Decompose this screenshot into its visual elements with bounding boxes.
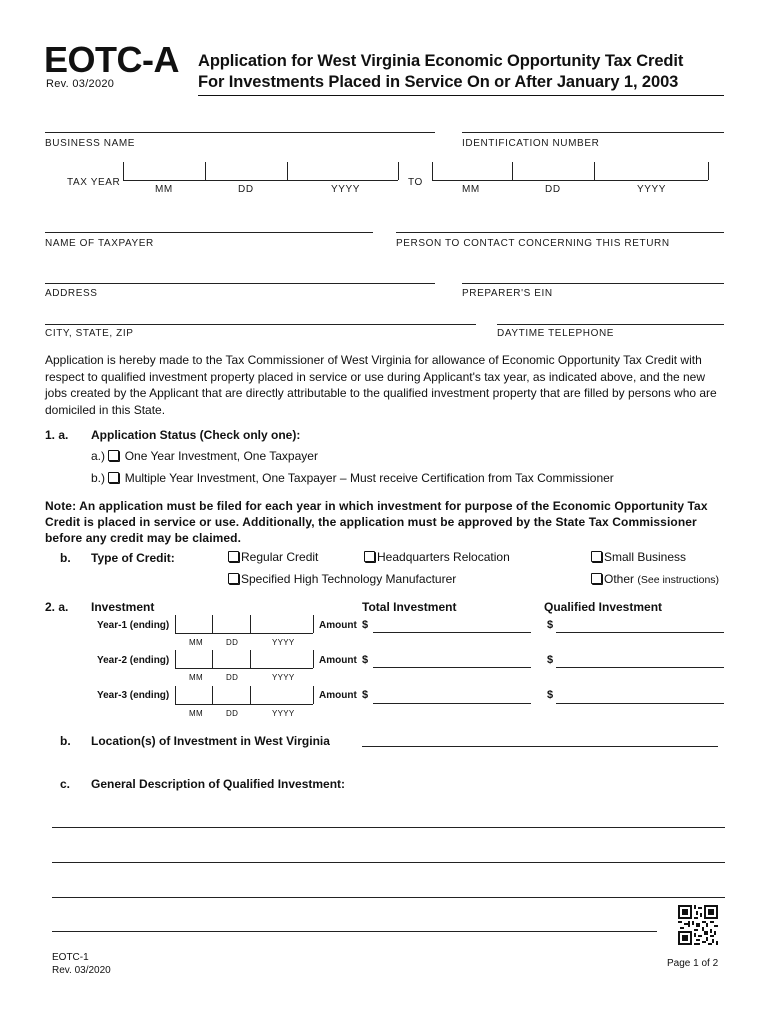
tax-year-end-mm: MM — [462, 184, 480, 195]
total-dollar-sign: $ — [362, 619, 369, 631]
tax-year-end-line[interactable] — [432, 180, 708, 181]
investment-heading: Investment — [91, 600, 155, 614]
total-amount-line[interactable] — [373, 703, 531, 704]
page-number: Page 1 of 2 — [667, 958, 719, 969]
taxpayer-name-label: NAME OF TAXPAYER — [45, 238, 154, 249]
address-line[interactable] — [45, 283, 435, 284]
qualified-dollar-sign: $ — [547, 689, 554, 701]
section2-number: 2. a. — [45, 600, 69, 614]
amount-label: Amount — [319, 620, 357, 631]
year-date-line[interactable] — [175, 633, 313, 634]
daytime-telephone-label: DAYTIME TELEPHONE — [497, 328, 615, 339]
description-line[interactable] — [52, 862, 725, 863]
section2b-label: b. — [60, 734, 71, 748]
tax-year-label: TAX YEAR — [67, 177, 121, 188]
locations-label: Location(s) of Investment in West Virginia — [91, 734, 330, 748]
option-a-prefix: a.) — [91, 449, 106, 463]
year-date-line[interactable] — [175, 668, 313, 669]
contact-person-label: PERSON TO CONTACT CONCERNING THIS RETURN — [396, 238, 670, 249]
year-date-line[interactable] — [175, 704, 313, 705]
year-label: Year-1 (ending) — [97, 620, 170, 631]
city-state-zip-label: CITY, STATE, ZIP — [45, 328, 134, 339]
amount-label: Amount — [319, 655, 357, 666]
identification-number-line[interactable] — [462, 132, 724, 133]
to-label: TO — [408, 177, 423, 188]
tax-year-start-yyyy: YYYY — [331, 184, 361, 195]
total-investment-heading: Total Investment — [362, 600, 457, 614]
business-name-line[interactable] — [45, 132, 435, 133]
multi-year-checkbox[interactable] — [108, 472, 119, 483]
business-name-label: BUSINESS NAME — [45, 138, 136, 149]
qr-code — [678, 905, 718, 945]
year-dd: DD — [226, 638, 239, 647]
qualified-amount-line[interactable] — [556, 667, 724, 668]
type-of-credit-label: Type of Credit: — [91, 551, 175, 565]
credit-small-business[interactable] — [591, 550, 686, 564]
year-label: Year-3 (ending) — [97, 690, 170, 701]
total-amount-line[interactable] — [373, 667, 531, 668]
credit-other[interactable] — [591, 572, 719, 586]
qualified-amount-line[interactable] — [556, 632, 724, 633]
small-business-label: Small Business — [604, 550, 687, 564]
year-dd: DD — [226, 709, 239, 718]
footer-revision: Rev. 03/2020 — [52, 965, 111, 976]
description-line[interactable] — [52, 827, 725, 828]
multi-year-label: Multiple Year Investment, One Taxpayer – Must receive Certification from Tax Commissioner — [124, 471, 614, 485]
high-tech-checkbox[interactable] — [228, 573, 239, 584]
form-title-line2: For Investments Placed in Service On or After January 1, 2003 — [198, 73, 679, 91]
total-amount-line[interactable] — [373, 632, 531, 633]
other-label: Other — [604, 572, 635, 586]
identification-number-label: IDENTIFICATION NUMBER — [462, 138, 600, 149]
locations-line[interactable] — [362, 746, 718, 747]
preparer-ein-line[interactable] — [462, 283, 724, 284]
tax-year-start-line[interactable] — [123, 180, 398, 181]
intro-paragraph: Application is hereby made to the Tax Commissioner of West Virginia for allowance of Economic Opportunity Tax Credit with respect to qualified investment property placed in service or use during Applicant's tax year, as indicated above, and the new jobs created by the Applicant that are directly attributable to the qualified investment property that are filled by persons who are domiciled in this State. — [45, 353, 717, 417]
section1b-label: b. — [60, 551, 71, 565]
daytime-telephone-line[interactable] — [497, 324, 724, 325]
qualified-dollar-sign: $ — [547, 619, 554, 631]
address-label: ADDRESS — [45, 288, 98, 299]
year-yyyy: YYYY — [272, 638, 295, 647]
tax-year-start-dd: DD — [238, 184, 254, 195]
tax-year-end-yyyy: YYYY — [637, 184, 667, 195]
year-mm: MM — [189, 638, 203, 647]
form-id: EOTC-A — [44, 39, 179, 80]
option-b-prefix: b.) — [91, 471, 106, 485]
header-rule — [198, 95, 724, 96]
status-option-multi-year[interactable] — [91, 471, 614, 485]
taxpayer-name-line[interactable] — [45, 232, 373, 233]
year-label: Year-2 (ending) — [97, 655, 170, 666]
one-year-checkbox[interactable] — [108, 450, 119, 461]
form-title-line1: Application for West Virginia Economic Opportunity Tax Credit — [198, 52, 684, 70]
preparer-ein-label: PREPARER'S EIN — [462, 288, 553, 299]
year-dd: DD — [226, 673, 239, 682]
filing-note: Note: An application must be filed for each year in which investment for purpose of the Economic Opportunity Tax Credit is placed in service or use. Additionally, the application must be approved by the State Tax Commissioner before any credit may be claimed. — [45, 499, 708, 545]
status-option-one-year[interactable] — [91, 449, 318, 463]
description-line[interactable] — [52, 897, 725, 898]
form-revision: Rev. 03/2020 — [46, 78, 115, 90]
other-note: (See instructions) — [637, 574, 720, 586]
qualified-investment-heading: Qualified Investment — [544, 600, 663, 614]
tax-year-end-dd: DD — [545, 184, 561, 195]
regular-credit-label: Regular Credit — [241, 550, 319, 564]
high-tech-label: Specified High Technology Manufacturer — [241, 572, 457, 586]
headquarters-checkbox[interactable] — [364, 551, 375, 562]
qualified-amount-line[interactable] — [556, 703, 724, 704]
application-status-title: Application Status (Check only one): — [91, 428, 301, 442]
footer-form-code: EOTC-1 — [52, 952, 89, 963]
section1-number: 1. a. — [45, 428, 69, 442]
regular-credit-checkbox[interactable] — [228, 551, 239, 562]
contact-person-line[interactable] — [396, 232, 724, 233]
general-description-label: General Description of Qualified Investment: — [91, 777, 346, 791]
one-year-label: One Year Investment, One Taxpayer — [124, 449, 318, 463]
city-state-zip-line[interactable] — [45, 324, 476, 325]
credit-headquarters[interactable] — [364, 550, 510, 564]
total-dollar-sign: $ — [362, 689, 369, 701]
total-dollar-sign: $ — [362, 654, 369, 666]
amount-label: Amount — [319, 690, 357, 701]
qualified-dollar-sign: $ — [547, 654, 554, 666]
credit-high-tech[interactable] — [228, 572, 456, 586]
other-checkbox[interactable] — [591, 573, 602, 584]
credit-regular[interactable] — [228, 550, 318, 564]
description-line[interactable] — [52, 931, 657, 932]
tax-year-start-mm: MM — [155, 184, 173, 195]
year-mm: MM — [189, 673, 203, 682]
section2c-label: c. — [60, 777, 71, 791]
headquarters-label: Headquarters Relocation — [377, 550, 510, 564]
year-mm: MM — [189, 709, 203, 718]
year-yyyy: YYYY — [272, 673, 295, 682]
year-yyyy: YYYY — [272, 709, 295, 718]
small-business-checkbox[interactable] — [591, 551, 602, 562]
